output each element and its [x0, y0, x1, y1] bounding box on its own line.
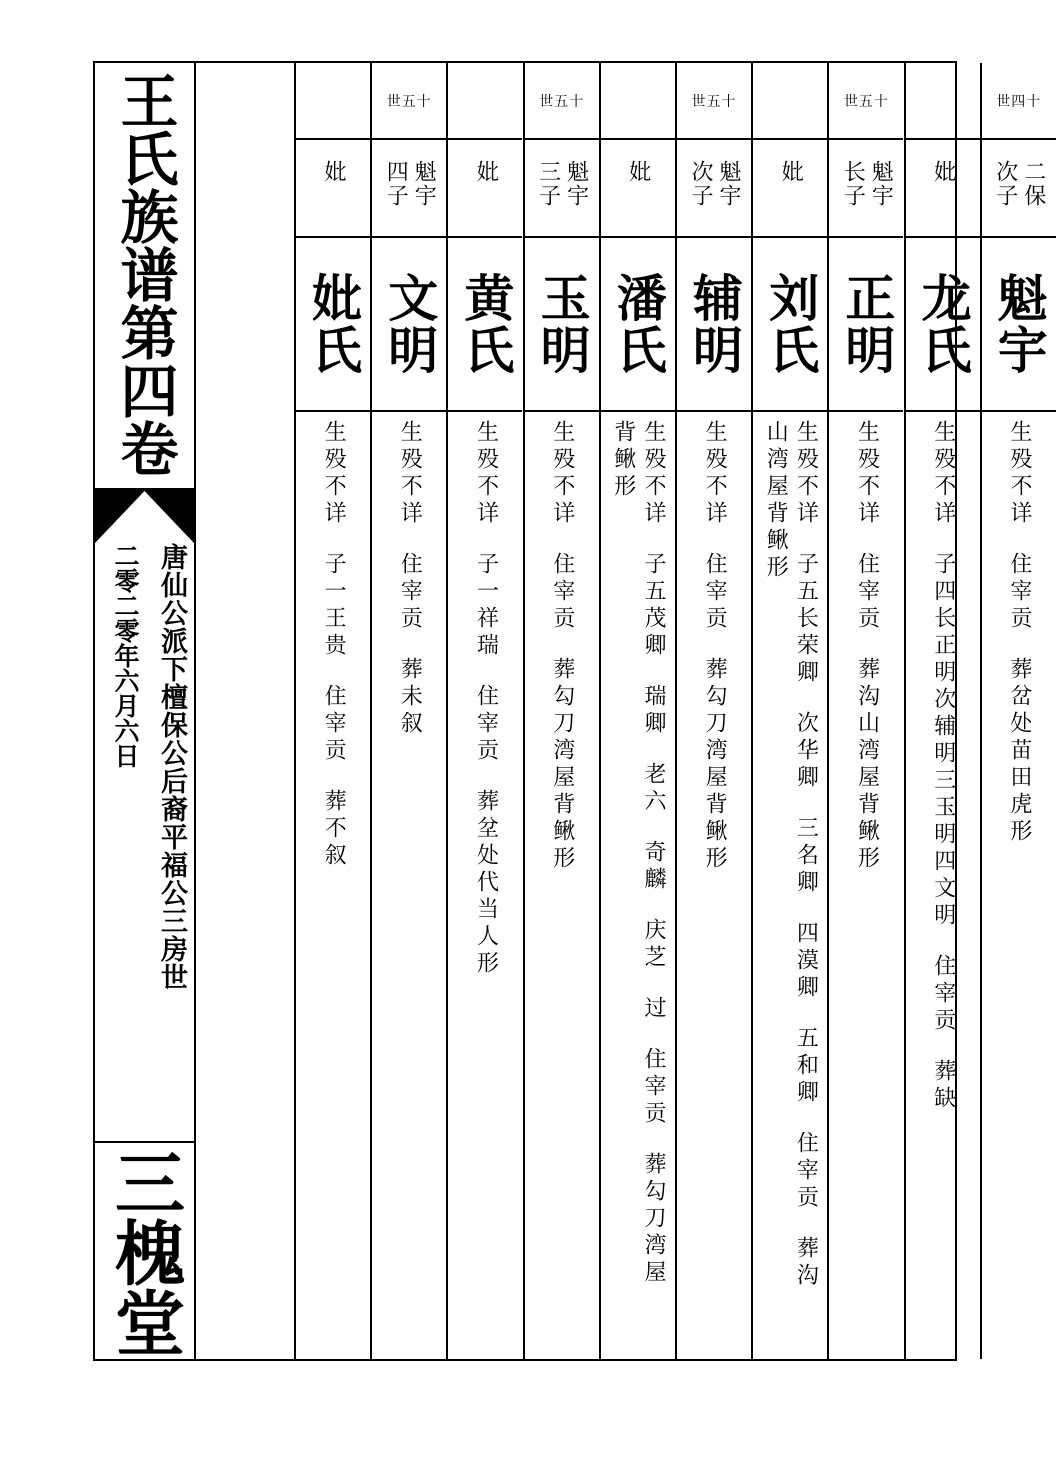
generation-cell: 世五十	[829, 63, 903, 140]
generation-cell	[296, 63, 370, 140]
relation-text: 二保	[1020, 160, 1046, 208]
generation-cell: 世五十	[372, 63, 446, 140]
genealogy-column	[370, 63, 446, 1359]
info-text: 生殁不详 住宰贡 葬勾刀湾屋背鳅形	[549, 420, 575, 873]
genealogy-column	[294, 63, 370, 1359]
info-cell	[753, 414, 827, 1359]
relation-cell	[372, 140, 446, 238]
info-cell	[906, 414, 980, 1359]
info-text: 生殁不详 住宰贡 葬岔处苗田虎形	[1006, 420, 1032, 846]
generation-cell	[906, 63, 980, 140]
info-text: 生殁不详 住宰贡 葬未叙	[397, 420, 423, 738]
info-cell	[829, 414, 903, 1359]
name-cell	[296, 238, 370, 412]
person-name: 正明	[837, 272, 897, 376]
relation-cell	[753, 140, 827, 238]
relation-cell	[296, 140, 370, 238]
name-cell	[753, 238, 827, 412]
relation-text: 长子	[840, 160, 866, 208]
generation-cell	[753, 63, 827, 140]
info-text: 背鳅形	[610, 420, 636, 501]
relation-text: 三子	[535, 160, 561, 208]
relation-cell	[677, 140, 751, 238]
relation-text: 次子	[688, 160, 713, 208]
relation-text: 妣	[625, 160, 651, 184]
branch-lineage-text: 唐仙公派下檀保公后裔平福公三房世	[156, 543, 187, 991]
relation-cell	[601, 140, 675, 238]
relation-text: 魁宇	[411, 160, 437, 208]
genealogy-column	[675, 63, 751, 1359]
relation-cell	[525, 140, 599, 238]
relation-cell	[829, 140, 903, 238]
info-text: 生殁不详 住宰贡 葬沟山湾屋背鳅形	[854, 420, 880, 873]
person-name: 玉明	[532, 272, 592, 376]
relation-text: 妣	[473, 160, 499, 184]
generation-cell	[448, 63, 522, 140]
person-name: 黄氏	[456, 272, 516, 376]
genealogy-column	[904, 63, 980, 1359]
compile-date: 二零二零年六月六日	[111, 543, 140, 768]
hall-divider	[95, 1141, 194, 1143]
generation-cell: 世五十	[677, 63, 751, 140]
fishtail-ornament	[95, 491, 194, 543]
genealogy-columns	[196, 63, 1049, 1359]
info-text: 生殁不详 子四长正明次辅明三玉明四文明 住宰贡 葬缺	[930, 420, 956, 1113]
relation-text: 妣	[930, 160, 956, 184]
info-cell	[677, 414, 751, 1359]
info-text: 生殁不详 子一王贵 住宰贡 葬不叙	[321, 420, 347, 870]
name-cell	[829, 238, 903, 412]
generation-cell: 世四十	[982, 63, 1056, 140]
genealogy-column	[827, 63, 903, 1359]
name-cell	[906, 238, 980, 412]
info-cell	[525, 414, 599, 1359]
person-name: 潘氏	[608, 272, 668, 376]
relation-text: 妣	[778, 160, 804, 184]
info-text: 生殁不详 子一祥瑞 住宰贡 葬坌处代当人形	[473, 420, 499, 978]
person-name: 文明	[380, 272, 440, 376]
person-name: 龙氏	[913, 272, 973, 376]
relation-cell	[448, 140, 522, 238]
info-text: 生殁不详 子五茂卿 瑞卿 老六 奇麟 庆芝 过 住宰贡 葬勾刀湾屋	[640, 420, 666, 1287]
generation-cell	[601, 63, 675, 140]
hall-name: 三槐堂	[103, 1147, 187, 1357]
person-name: 刘氏	[761, 272, 821, 376]
relation-text: 魁宇	[868, 160, 894, 208]
relation-text: 次子	[992, 160, 1018, 208]
relation-text: 四子	[383, 160, 409, 208]
genealogy-column	[599, 63, 675, 1359]
book-title: 王氏族谱第四卷	[110, 71, 179, 477]
relation-cell	[982, 140, 1056, 238]
person-name: 辅明	[685, 272, 744, 376]
person-name: 魁宇	[989, 272, 1049, 376]
generation-cell: 世五十	[525, 63, 599, 140]
info-cell	[982, 414, 1056, 1359]
name-cell	[982, 238, 1056, 412]
person-name: 妣氏	[304, 272, 363, 376]
info-cell	[448, 414, 522, 1359]
info-cell	[601, 414, 675, 1359]
relation-text: 魁宇	[716, 160, 741, 208]
name-cell	[601, 238, 675, 412]
relation-text: 魁宇	[563, 160, 589, 208]
name-cell	[677, 238, 751, 412]
relation-text: 妣	[321, 160, 346, 184]
name-cell	[372, 238, 446, 412]
genealogy-column	[980, 63, 1056, 1359]
info-cell	[296, 414, 370, 1359]
genealogy-page-frame	[93, 61, 1049, 1361]
info-text: 生殁不详 住宰贡 葬勾刀湾屋背鳅形	[702, 420, 728, 873]
info-text: 生殁不详 子五长荣卿 次华卿 三名卿 四漠卿 五和卿 住宰贡 葬沟	[793, 420, 819, 1290]
genealogy-column	[523, 63, 599, 1359]
side-panel	[95, 63, 196, 1359]
info-text: 山湾屋背鳅形	[763, 420, 789, 582]
relation-cell	[906, 140, 980, 238]
genealogy-column	[446, 63, 522, 1359]
name-cell	[448, 238, 522, 412]
info-cell	[372, 414, 446, 1359]
genealogy-column	[751, 63, 827, 1359]
name-cell	[525, 238, 599, 412]
